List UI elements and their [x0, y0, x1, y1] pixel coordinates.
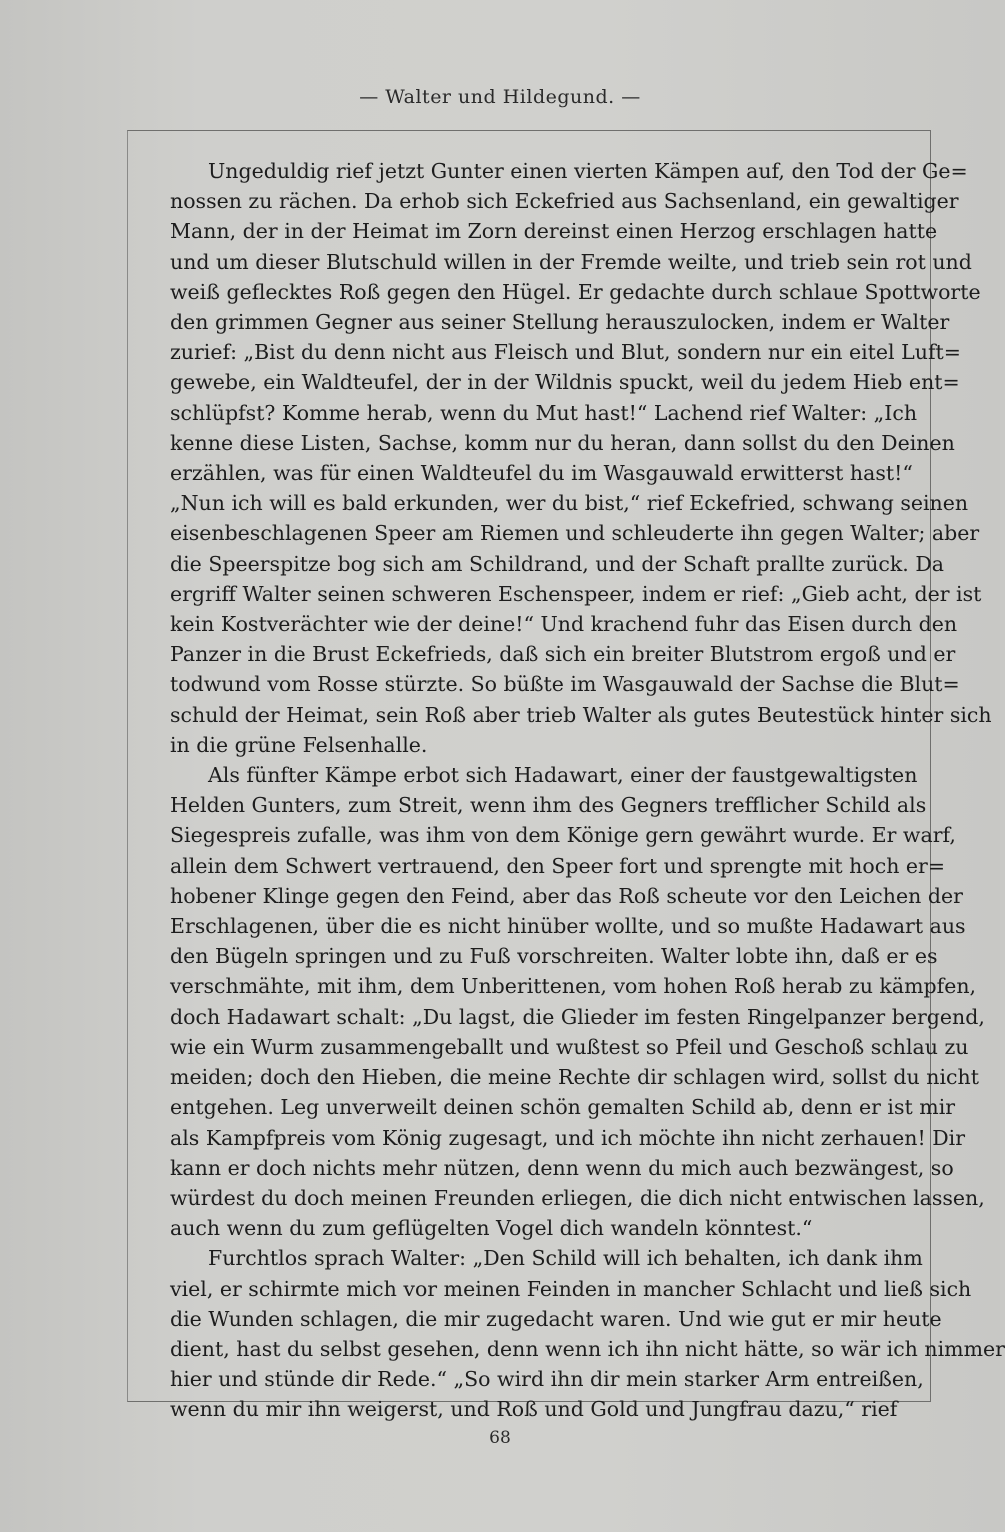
- running-head: — Walter und Hildegund. —: [359, 86, 641, 108]
- paragraph: [170, 156, 992, 760]
- text-line: hier und stünde dir Rede.“ „So wird ihn dir mein starker Arm entreißen,: [170, 1367, 924, 1392]
- text-line: und um dieser Blutschuld willen in der Fremde weilte, und trieb sein rot und: [170, 249, 972, 274]
- text-line: „Nun ich will es bald erkunden, wer du bist,“ rief Eckefried, schwang seinen: [170, 491, 969, 516]
- text-line: kenne diese Listen, Sachse, komm nur du heran, dann sollst du den Deinen: [170, 430, 955, 455]
- text-line: doch Hadawart schalt: „Du lagst, die Glieder im festen Ringelpanzer bergend,: [170, 1004, 985, 1029]
- text-line: Ungeduldig rief jetzt Gunter einen vierten Kämpen auf, den Tod der Ge=: [208, 159, 968, 183]
- text-line: kein Kostverächter wie der deine!“ Und krachend fuhr das Eisen durch den: [170, 612, 958, 637]
- text-line: Siegespreis zufalle, was ihm von dem Könige gern gewährt wurde. Er warf,: [170, 823, 956, 848]
- text-line: allein dem Schwert vertrauend, den Speer fort und sprengte mit hoch er=: [170, 853, 946, 878]
- text-line: gewebe, ein Waldteufel, der in der Wildnis spuckt, weil du jedem Hieb ent=: [170, 370, 960, 395]
- text-line: ergriff Walter seinen schweren Eschenspeer, indem er rief: „Gieb acht, der ist: [170, 581, 982, 606]
- paragraph-container: [170, 156, 1005, 1425]
- text-line: würdest du doch meinen Freunden erliegen, die dich nicht entwischen lassen,: [170, 1185, 985, 1210]
- text-line: todwund vom Rosse stürzte. So büßte im Wasgauwald der Sachse die Blut=: [170, 672, 960, 697]
- page-number: 68: [489, 1428, 511, 1448]
- text-line: schlüpfst? Komme herab, wenn du Mut hast!“ Lachend rief Walter: „Ich: [170, 400, 918, 425]
- text-line: schuld der Heimat, sein Roß aber trieb Walter als gutes Beutestück hinter sich: [170, 702, 992, 727]
- text-line: eisenbeschlagenen Speer am Riemen und schleuderte ihn gegen Walter; aber: [170, 521, 980, 546]
- text-line: den grimmen Gegner aus seiner Stellung herauszulocken, indem er Walter: [170, 310, 950, 335]
- text-line: zurief: „Bist du denn nicht aus Fleisch und Blut, sondern nur ein eitel Luft=: [170, 340, 961, 365]
- text-line: Furchtlos sprach Walter: „Den Schild will ich behalten, ich dank ihm: [208, 1246, 923, 1271]
- paragraph: [170, 760, 985, 1243]
- text-line: Helden Gunters, zum Streit, wenn ihm des Gegners trefflicher Schild als: [170, 793, 927, 818]
- text-line: erzählen, was für einen Waldteufel du im Wasgauwald erwitterst hast!“: [170, 461, 913, 486]
- text-line: die Wunden schlagen, die mir zugedacht waren. Und wie gut er mir heute: [170, 1306, 942, 1331]
- text-line: meiden; doch den Hieben, die meine Rechte dir schlagen wird, sollst du nicht: [170, 1065, 979, 1090]
- text-line: verschmähte, mit ihm, dem Unberittenen, vom hohen Roß herab zu kämpfen,: [170, 974, 977, 999]
- text-line: als Kampfpreis vom König zugesagt, und ich möchte ihn nicht zerhauen! Dir: [170, 1125, 965, 1150]
- text-line: Als fünfter Kämpe erbot sich Hadawart, einer der faustgewaltigsten: [208, 763, 918, 788]
- text-line: kann er doch nichts mehr nützen, denn wenn du mich auch bezwängest, so: [170, 1155, 954, 1180]
- text-line: Mann, der in der Heimat im Zorn dereinst einen Herzog erschlagen hatte: [170, 219, 938, 244]
- text-line: wenn du mir ihn weigerst, und Roß und Gold und Jungfrau dazu,“ rief: [170, 1397, 898, 1422]
- body-text: [170, 156, 1005, 1425]
- text-line: wie ein Wurm zusammengeballt und wußtest so Pfeil und Geschoß schlau zu: [170, 1034, 969, 1059]
- text-line: Panzer in die Brust Eckefrieds, daß sich ein breiter Blutstrom ergoß und er: [170, 642, 956, 667]
- text-line: die Speerspitze bog sich am Schildrand, und der Schaft prallte zurück. Da: [170, 551, 944, 576]
- text-line: nossen zu rächen. Da erhob sich Eckefried aus Sachsenland, ein gewaltiger: [170, 189, 959, 214]
- text-line: viel, er schirmte mich vor meinen Feinden in mancher Schlacht und ließ sich: [170, 1276, 972, 1301]
- text-line: auch wenn du zum geflügelten Vogel dich wandeln könntest.“: [170, 1216, 813, 1241]
- text-line: dient, hast du selbst gesehen, denn wenn ich ihn nicht hätte, so wär ich nimmer: [170, 1336, 1005, 1361]
- text-line: Erschlagenen, über die es nicht hinüber wollte, und so mußte Hadawart aus: [170, 914, 966, 939]
- paragraph: [170, 1243, 1005, 1424]
- text-line: weiß geflecktes Roß gegen den Hügel. Er gedachte durch schlaue Spottworte: [170, 279, 981, 304]
- text-line: den Bügeln springen und zu Fuß vorschreiten. Walter lobte ihn, daß er es: [170, 944, 938, 969]
- text-line: entgehen. Leg unverweilt deinen schön gemalten Schild ab, denn er ist mir: [170, 1095, 956, 1120]
- text-line: hobener Klinge gegen den Feind, aber das Roß scheute vor den Leichen der: [170, 883, 963, 908]
- text-line: in die grüne Felsenhalle.: [170, 732, 428, 757]
